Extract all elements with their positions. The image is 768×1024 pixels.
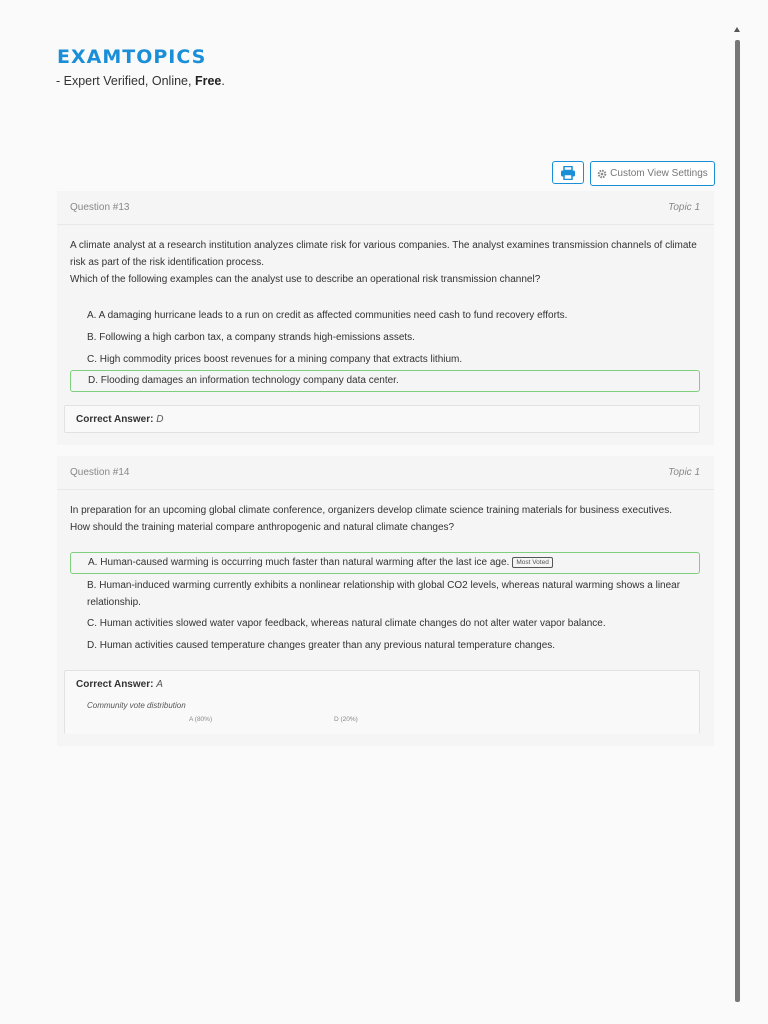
question-header — [57, 191, 714, 225]
printer-icon — [560, 166, 576, 180]
question-number: Question #13 — [70, 202, 130, 213]
choice-a[interactable]: A. Human-caused warming is occurring much faster than natural warming after the last ice age. Most Voted — [70, 552, 700, 574]
vote-label-a: A (80%) — [189, 716, 213, 723]
gear-icon — [597, 169, 607, 179]
choice-d[interactable]: D. Human activities caused temperature changes greater than any previous natural temperature changes. — [87, 640, 556, 651]
vote-distribution-title: Community vote distribution — [87, 701, 186, 710]
correct-answer: Correct Answer: D — [76, 414, 164, 425]
question-text: In preparation for an upcoming global climate conference, organizers develop climate science training materials for business executives. How should the training material compare anthropogenic and natural climate changes? — [70, 505, 672, 533]
tagline: - Expert Verified, Online, Free. — [56, 74, 225, 88]
correct-answer-box — [64, 670, 700, 734]
choice-d[interactable]: D. Flooding damages an information technology company data center. — [70, 370, 700, 392]
scrollbar-thumb[interactable] — [735, 40, 740, 1002]
examtopics-logo[interactable]: EXAMTOPICS — [57, 46, 207, 68]
print-button[interactable] — [552, 161, 584, 184]
choice-c[interactable]: C. Human activities slowed water vapor feedback, whereas natural climate changes do not alter water vapor balance. — [87, 618, 606, 629]
question-header — [57, 456, 714, 490]
most-voted-badge: Most Voted — [512, 557, 553, 568]
custom-view-settings-button[interactable] — [590, 161, 715, 186]
question-number: Question #14 — [70, 467, 130, 478]
custom-view-settings-label: Custom View Settings — [610, 168, 708, 179]
choice-a[interactable]: A. A damaging hurricane leads to a run on credit as affected communities need cash to fund recovery efforts. — [87, 310, 568, 321]
choice-c[interactable]: C. High commodity prices boost revenues for a mining company that extracts lithium. — [87, 354, 463, 365]
question-card-14 — [57, 456, 714, 746]
choice-b[interactable]: B. Human-induced warming currently exhibits a nonlinear relationship with global CO2 levels, whereas natural warming shows a linear relationship. — [87, 580, 681, 608]
correct-answer: Correct Answer: A — [76, 679, 163, 690]
scroll-up-arrow[interactable] — [734, 27, 740, 32]
topic-label: Topic 1 — [668, 202, 700, 213]
correct-answer-box — [64, 405, 700, 433]
topic-label: Topic 1 — [668, 467, 700, 478]
question-text: A climate analyst at a research institution analyzes climate risk for various companies. The analyst examines transmission channels of climate risk as part of the risk identification process. Which of the following examples can the analyst use to describe an operational risk transmission channel? — [70, 240, 697, 285]
vote-label-d: D (20%) — [334, 716, 358, 723]
choice-b[interactable]: B. Following a high carbon tax, a company strands high-emissions assets. — [87, 332, 415, 343]
question-card-13 — [57, 191, 714, 445]
